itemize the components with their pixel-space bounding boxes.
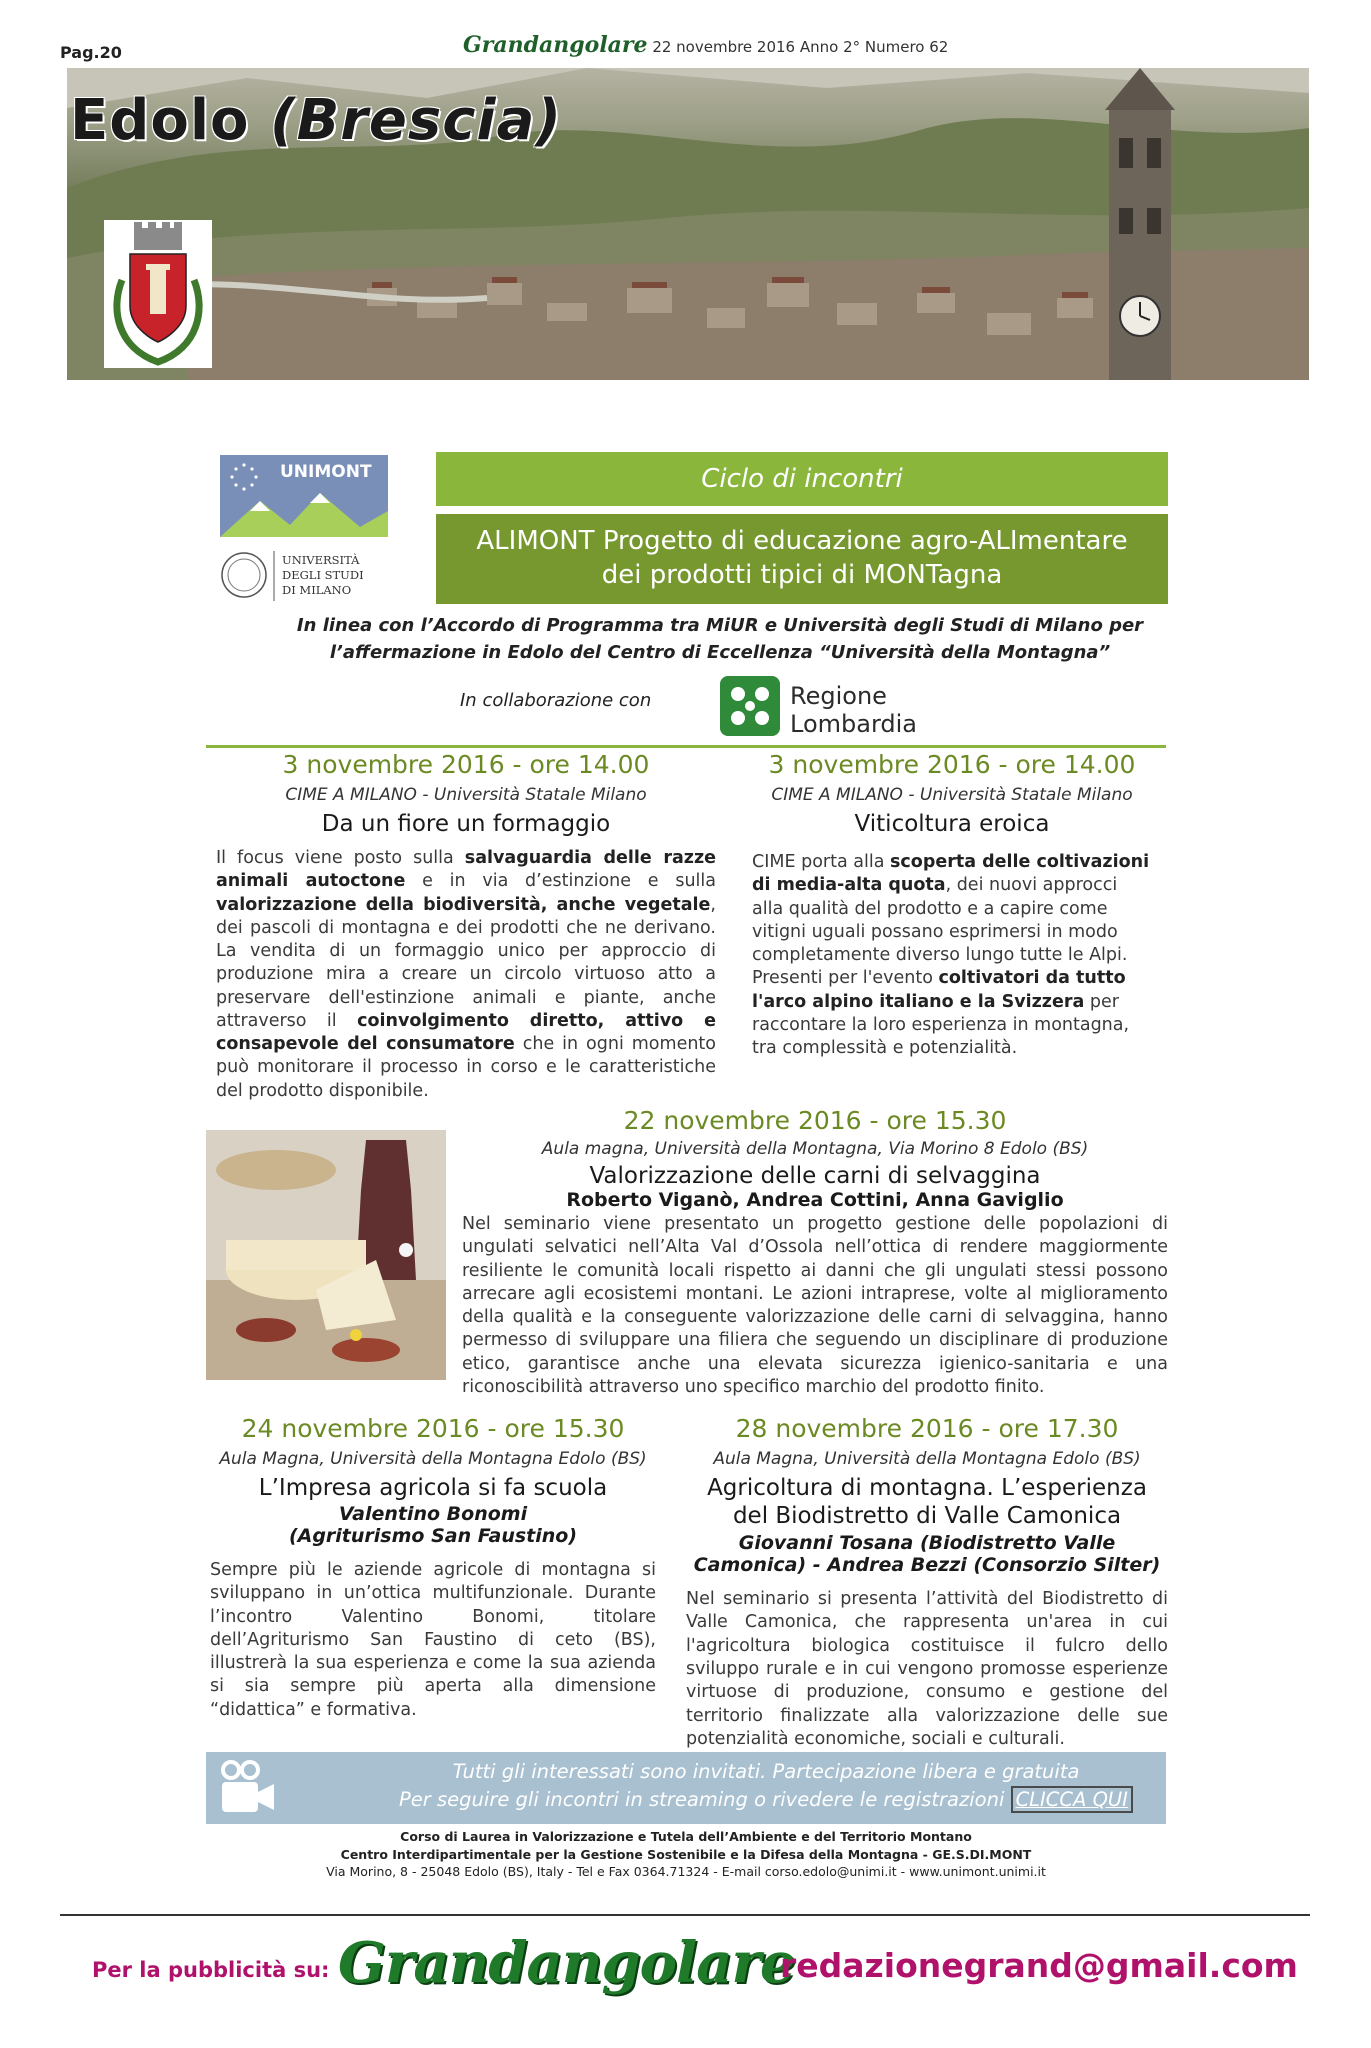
event-card (752, 750, 1152, 1060)
event-description: Nel seminario si presenta l’attività del Biodistretto di Valle Camonica, che rappresenta un'area in cui l'agricoltura biologica costituisce il fulcro dello sviluppo rurale e in cui vengono promosse esperienze virtuose di produzione, consumo e gestione del territorio finalizzate alla valorizzazione delle sue potenzialità economiche, sociali e culturali. (686, 1589, 1168, 1749)
event-card (686, 1414, 1168, 1751)
event-venue: Aula Magna, Università della Montagna Edolo (BS) (713, 1449, 1141, 1469)
video-camera-icon (218, 1758, 278, 1816)
hero-title (70, 88, 562, 153)
regione-lombardia-logo (718, 674, 938, 738)
edolo-coat-of-arms-icon (104, 220, 212, 368)
ad-email[interactable]: redazionegrand@gmail.com (780, 1946, 1298, 1985)
course-name: Corso di Laurea in Valorizzazione e Tutela dell’Ambiente e del Territorio Montano (400, 1829, 972, 1844)
svg-text:DI MILANO: DI MILANO (282, 583, 352, 597)
agreement-note (200, 612, 1240, 666)
svg-text:Lombardia: Lombardia (790, 710, 918, 738)
invitation-banner (206, 1752, 1166, 1824)
event-venue: Aula Magna, Università della Montagna Edolo (BS) (219, 1449, 647, 1469)
event-venue: Aula magna, Università della Montagna, Via Morino 8 Edolo (BS) (541, 1139, 1089, 1159)
event-card (210, 1414, 656, 1722)
hero-title-town: Edolo (70, 88, 270, 153)
project-title-band (436, 514, 1168, 604)
hero-title-province: (Brescia) (269, 88, 562, 153)
event-title: L’Impresa agricola si fa scuola (258, 1475, 608, 1501)
contact-line: Via Morino, 8 - 25048 Edolo (BS), Italy - Tel e Fax 0364.71324 - E-mail corso.edolo@unimi.it - www.unimont.unimi.it (326, 1864, 1046, 1879)
event-authors: Giovanni Tosana (Biodistretto Valle Camonica) - Andrea Bezzi (Consorzio Silter) (693, 1532, 1161, 1577)
ad-brand-logo: Grandangolare (338, 1930, 795, 1996)
unimont-logo (220, 455, 388, 605)
event-description: Nel seminario viene presentato un progetto gestione delle popolazioni di ungulati selvatici nell’Alta Val d’Ossola nell’ottica di rendere maggiormente resiliente le comunità locali rispetto ai danni che gli ungulati stessi possono arrecare agli ecosistemi montani. Le azioni intraprese, volte al miglioramento della qualità e la conseguente valorizzazione delle carni di selvaggina, hanno permesso di sviluppare una filiera che seguendo un disciplinare di produzione etico, garantisce anche una elevata sicurezza igienico-sanitaria e una riconoscibilità attraverso uno specifico marchio del prodotto finito. (462, 1214, 1168, 1397)
event-venue: CIME A MILANO - Università Statale Milano (771, 785, 1133, 805)
event-date: 3 novembre 2016 - ore 14.00 (282, 750, 650, 779)
event-authors: Valentino Bonomi (Agriturismo San Faustino) (288, 1503, 578, 1547)
collaboration-label: In collaborazione con (460, 690, 652, 711)
event-description: Sempre più le aziende agricole di montagna si sviluppano in un’ottica multifunzionale. Durante l’incontro Valentino Bonomi, titolare dell’Agriturismo San Faustino di ceto (BS), illustrerà la sua esperienza e come la sua azienda si sia sempre più aperta alla dimensione “didattica” e formativa. (210, 1560, 656, 1720)
event-date: 3 novembre 2016 - ore 14.00 (768, 750, 1136, 779)
event-card (462, 1106, 1168, 1399)
event-card (216, 750, 716, 1103)
organizer-info (206, 1828, 1166, 1881)
svg-text:UNIVERSITÀ: UNIVERSITÀ (282, 553, 360, 567)
center-name: Centro Interdipartimentale per la Gestione Sostenibile e la Difesa della Montagna - GE.S.DI.MONT (340, 1846, 1032, 1862)
event-title: Valorizzazione delle carni di selvaggina (589, 1163, 1041, 1189)
event-title: Viticoltura eroica (854, 811, 1050, 837)
masthead (463, 32, 948, 58)
ad-label: Per la pubblicità su: (92, 1958, 330, 1982)
divider-line (60, 1914, 1310, 1916)
agreement-line2: l’affermazione in Edolo del Centro di Eccellenza “Università della Montagna” (329, 642, 1111, 663)
streaming-text: Per seguire gli incontri in streaming o rivedere le registrazioni CLICCA QUI (366, 1788, 1166, 1811)
svg-text:UNIMONT: UNIMONT (280, 462, 372, 482)
event-description: CIME porta alla scoperta delle coltivazioni di media-alta quota, dei nuovi approcci alla qualità del prodotto e a capire come vitigni uguali possano esprimersi in modo completamente diverso lungo tutte le Alpi. Presenti per l'evento coltivatori da tutto l'arco alpino italiano e la Svizzera per raccontare la loro esperienza in montagna, tra complessità e potenzialità. (752, 852, 1150, 1059)
page-number: Pag.20 (60, 43, 122, 62)
agreement-line1: In linea con l’Accordo di Programma tra MiUR e Università degli Studi di Milano per (296, 615, 1144, 636)
invitation-text: Tutti gli interessati sono invitati. Partecipazione libera e gratuita (452, 1760, 1080, 1783)
svg-text:Regione: Regione (790, 682, 887, 710)
event-title: Agricoltura di montagna. L’esperienza del Biodistretto di Valle Camonica (707, 1475, 1147, 1529)
masthead-info: 22 novembre 2016 Anno 2° Numero 62 (652, 38, 949, 56)
masthead-brand: Grandangolare (463, 32, 648, 58)
project-title-line1: ALIMONT Progetto di educazione agro-ALImentare (476, 526, 1128, 557)
event-venue: CIME A MILANO - Università Statale Milano (285, 785, 647, 805)
divider-line (206, 745, 1166, 748)
cheese-salami-photo (206, 1130, 446, 1380)
svg-text:DEGLI STUDI: DEGLI STUDI (282, 568, 364, 582)
event-date: 24 novembre 2016 - ore 15.30 (241, 1414, 625, 1443)
event-description: Il focus viene posto sulla salvaguardia delle razze animali autoctone e in via d’estinzione e sulla valorizzazione della biodiversità, anche vegetale, dei pascoli di montagna e dei prodotti che ne derivano. La vendita di un formaggio unico per approccio di produzione mira a creare un circolo virtuoso atto a preservare dell'estinzione animali e piante, anche attraverso il coinvolgimento diretto, attivo e consapevole del consumatore che in ogni momento può monitorare il processo in corso e le caratteristiche del prodotto disponibile. (216, 848, 717, 1101)
streaming-link[interactable]: CLICCA QUI (1011, 1786, 1133, 1813)
event-date: 28 novembre 2016 - ore 17.30 (735, 1414, 1119, 1443)
event-date: 22 novembre 2016 - ore 15.30 (623, 1106, 1007, 1135)
series-title-band: Ciclo di incontri (436, 452, 1168, 506)
event-title: Da un fiore un formaggio (321, 811, 611, 837)
project-title-line2: dei prodotti tipici di MONTagna (601, 560, 1003, 590)
event-authors: Roberto Viganò, Andrea Cottini, Anna Gaviglio (566, 1189, 1064, 1211)
